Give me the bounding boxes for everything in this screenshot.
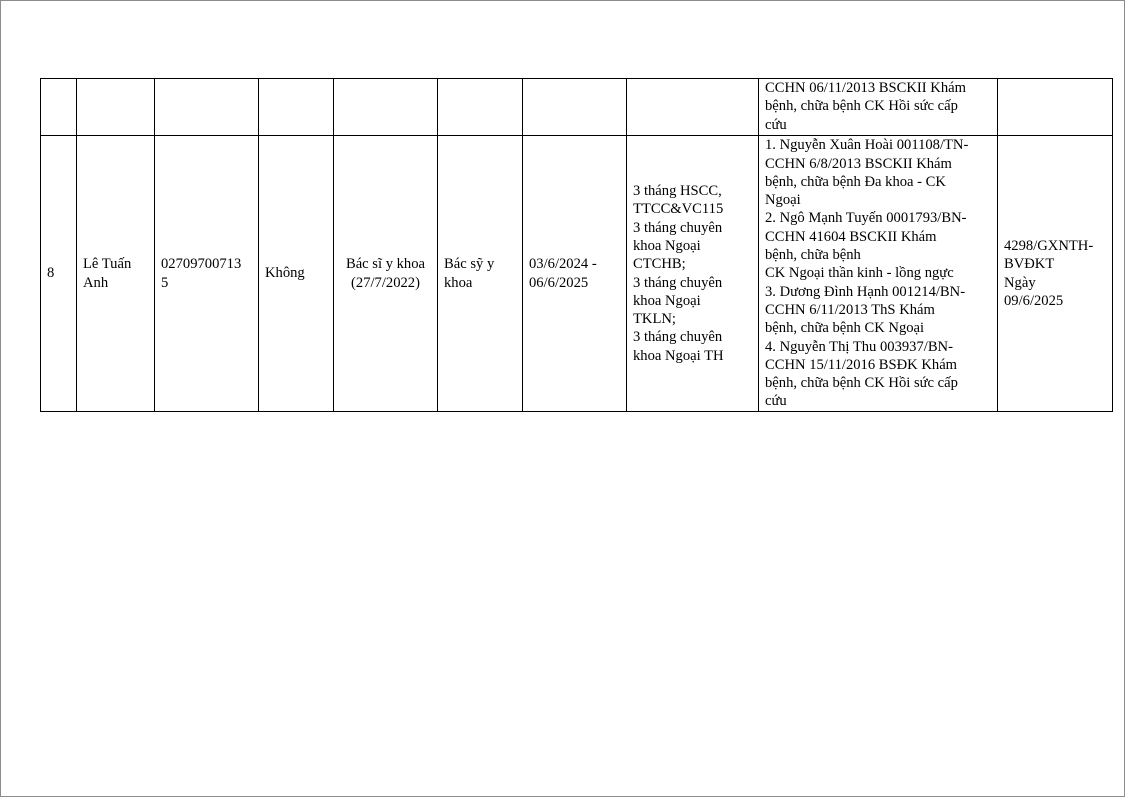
name-line: Anh: [83, 274, 109, 291]
id-line: 02709700713: [161, 256, 242, 273]
degree-line: Bác sĩ y khoa: [345, 256, 426, 273]
cell-certificate: [998, 136, 1113, 412]
instructors-line: 1. Nguyễn Xuân Hoài 001108/TN-: [765, 137, 969, 154]
cell-col4: [259, 79, 334, 136]
instructors-line: bệnh, chữa bệnh CK Ngoại: [765, 320, 925, 337]
program-line: khoa Ngoại: [633, 237, 701, 254]
name-line: Lê Tuấn: [83, 256, 132, 273]
instructors-line: Ngoại: [765, 192, 801, 209]
stt-value: 8: [47, 265, 55, 282]
cell-instructors: [759, 136, 998, 412]
certificate-line: 09/6/2025: [1004, 292, 1064, 309]
cell-degree: [334, 136, 438, 412]
cell-stt: [41, 136, 77, 412]
program-line: 3 tháng HSCC,: [633, 183, 722, 200]
certificate-line: BVĐKT: [1004, 256, 1055, 273]
instructors-line: 3. Dương Đình Hạnh 001214/BN-: [765, 283, 966, 300]
cell-name: [77, 136, 155, 412]
program-line: 3 tháng chuyên: [633, 329, 723, 346]
program-line: khoa Ngoại: [633, 292, 701, 309]
instructors-line: bệnh, chữa bệnh Đa khoa - CK: [765, 173, 946, 190]
cell-col4: [259, 136, 334, 412]
degree-line: (27/7/2022): [351, 274, 420, 291]
cell-period: [523, 79, 627, 136]
cell-title: [438, 79, 523, 136]
id-line: 5: [161, 274, 169, 291]
program-line: TKLN;: [633, 311, 676, 328]
instructors-line: 2. Ngô Mạnh Tuyến 0001793/BN-: [765, 210, 967, 227]
cell-period: [523, 136, 627, 412]
certificate-line: Ngày: [1004, 274, 1036, 291]
instructors-line: CCHN 15/11/2016 BSĐK Khám: [765, 356, 958, 373]
cell-id: [155, 136, 259, 412]
period-line: 06/6/2025: [529, 274, 589, 291]
instructors-line: CCHN 6/11/2013 ThS Khám: [765, 301, 935, 318]
table-row-continued: [41, 79, 1113, 136]
trainee-table: [40, 78, 1113, 412]
instructors-line: cứu: [765, 116, 787, 133]
cell-program: [627, 136, 759, 412]
title-line: Bác sỹ y: [444, 256, 495, 273]
certificate-line: 4298/GXNTH-: [1004, 237, 1094, 254]
instructors-line: CK Ngoại thần kinh - lồng ngực: [765, 265, 954, 282]
cell-id: [155, 79, 259, 136]
cell-stt: [41, 79, 77, 136]
instructors-line: CCHN 41604 BSCKII Khám: [765, 228, 937, 245]
cell-instructors: [759, 79, 998, 136]
title-line: khoa: [444, 274, 473, 291]
instructors-line: bệnh, chữa bệnh: [765, 247, 861, 264]
period-line: 03/6/2024 -: [529, 256, 597, 273]
program-line: khoa Ngoại TH: [633, 347, 724, 364]
program-line: CTCHB;: [633, 256, 686, 273]
instructors-line: cứu: [765, 393, 787, 410]
instructors-line: bệnh, chữa bệnh CK Hồi sức cấp: [765, 375, 958, 392]
instructors-line: 4. Nguyễn Thị Thu 003937/BN-: [765, 338, 953, 355]
program-line: 3 tháng chuyên: [633, 219, 723, 236]
table-row: [41, 136, 1113, 412]
col4-value: Không: [265, 265, 305, 282]
cell-degree: [334, 79, 438, 136]
instructors-line: bệnh, chữa bệnh CK Hồi sức cấp: [765, 98, 958, 115]
instructors-line: CCHN 6/8/2013 BSCKII Khám: [765, 155, 952, 172]
program-line: TTCC&VC115: [633, 201, 724, 218]
cell-title: [438, 136, 523, 412]
cell-certificate: [998, 79, 1113, 136]
program-line: 3 tháng chuyên: [633, 274, 723, 291]
instructors-line: CCHN 06/11/2013 BSCKII Khám: [765, 80, 966, 96]
cell-name: [77, 79, 155, 136]
cell-program: [627, 79, 759, 136]
